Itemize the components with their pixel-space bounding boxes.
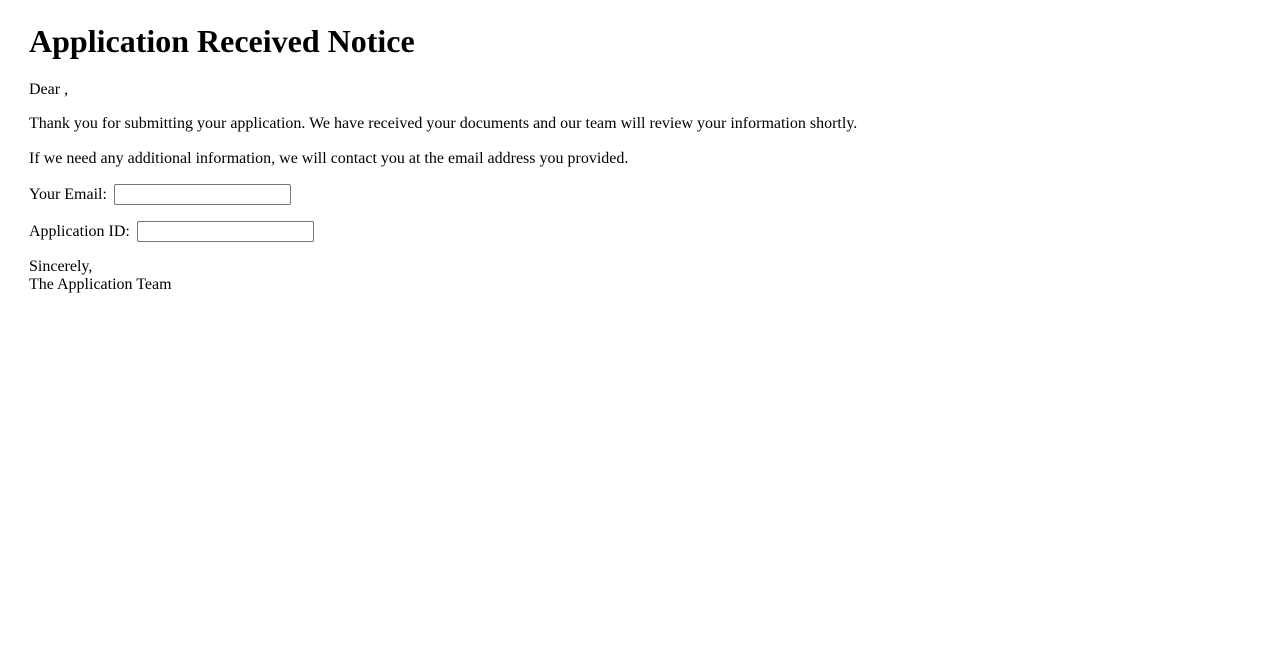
application-id-field-row <box>29 221 1258 242</box>
application-id-label: Application ID: <box>29 222 130 240</box>
closing-team: The Application Team <box>29 276 172 294</box>
paragraph-contact: If we need any additional information, we will contact you at the email address you provided. <box>29 149 629 167</box>
closing-sincerely: Sincerely, <box>29 257 93 275</box>
email-field-row <box>29 184 1258 205</box>
closing-block <box>29 258 1258 295</box>
greeting-text: Dear , <box>29 80 69 98</box>
email-label: Your Email: <box>29 185 107 203</box>
email-input[interactable] <box>114 184 291 205</box>
page-title: Application Received Notice <box>29 23 415 59</box>
application-id-input[interactable] <box>137 221 314 242</box>
paragraph-received: Thank you for submitting your application. We have received your documents and our team will review your information shortly. <box>29 115 858 133</box>
